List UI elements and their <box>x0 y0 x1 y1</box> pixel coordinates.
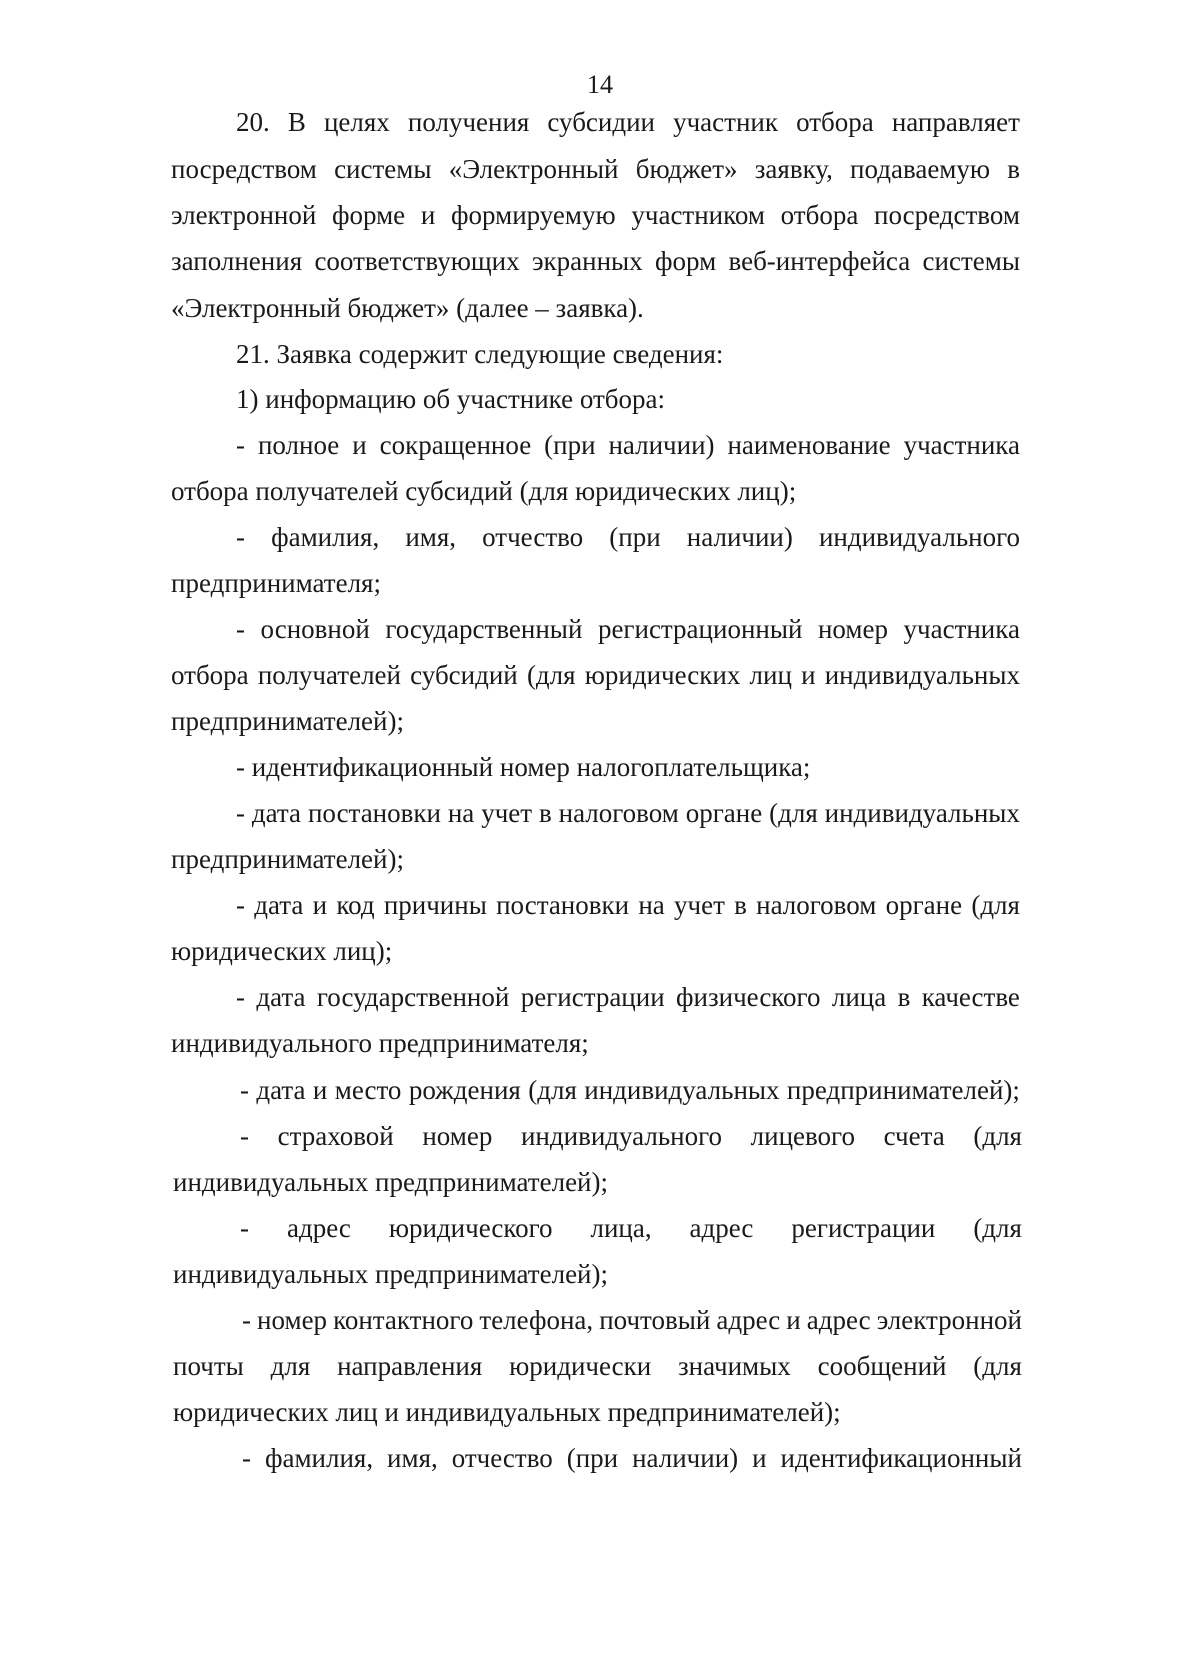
word: постановки <box>496 890 630 920</box>
word: фамилия, <box>271 522 380 552</box>
word: номер <box>817 614 888 644</box>
text-line <box>242 1303 1022 1337</box>
word: юридически <box>509 1351 652 1381</box>
word: целях <box>323 107 390 137</box>
text-line <box>171 152 1020 186</box>
word: наличии) <box>632 1443 739 1473</box>
word: государственный <box>385 614 583 644</box>
word: наличии) <box>686 522 793 552</box>
word: государственной <box>316 982 510 1012</box>
text-line <box>171 658 1020 692</box>
word: «Электронный <box>448 154 619 184</box>
word: посредством <box>171 154 317 184</box>
word: предпринимателей); <box>786 1075 1020 1105</box>
word: - <box>236 890 245 920</box>
word: - <box>242 1443 251 1473</box>
word: участником <box>631 200 765 230</box>
word: - <box>236 522 245 552</box>
word: формируемую <box>451 200 616 230</box>
word: отбора <box>796 107 874 137</box>
text-line <box>240 1119 1022 1153</box>
word: адрес <box>806 1305 871 1335</box>
word: (для <box>973 1121 1022 1151</box>
word: основной <box>260 614 370 644</box>
word: экранных <box>531 246 643 276</box>
word: заявку, <box>754 154 833 184</box>
text-line: 1) информацию об участнике отбора: <box>236 384 666 414</box>
word: идентификационный <box>780 1443 1022 1473</box>
text-line <box>236 888 1020 922</box>
word: - <box>240 1121 249 1151</box>
text-line: индивидуального предпринимателя; <box>171 1028 589 1058</box>
word: фамилия, <box>264 1443 374 1473</box>
word: - <box>236 430 245 460</box>
word: и <box>752 1443 767 1473</box>
word: (для <box>973 1213 1022 1243</box>
word: и <box>352 430 367 460</box>
word: причины <box>383 890 487 920</box>
word: учет <box>481 798 533 828</box>
word: учет <box>674 890 725 920</box>
text-line <box>240 1073 1020 1107</box>
word: индивидуальных <box>824 660 1020 690</box>
page-number: 14 <box>587 70 613 99</box>
word: (для <box>971 890 1020 920</box>
word: в <box>734 890 747 920</box>
text-line: предпринимателей); <box>171 844 404 874</box>
word: адрес <box>716 1305 781 1335</box>
word: в <box>1007 154 1020 184</box>
word: лица, <box>590 1213 652 1243</box>
text-line: предпринимателя; <box>171 568 381 598</box>
text-line: юридических лиц); <box>171 936 393 966</box>
word: лица <box>831 982 887 1012</box>
word: имя, <box>405 522 457 552</box>
word: сокращенное <box>379 430 532 460</box>
text-line <box>242 1441 1022 1475</box>
text-line <box>236 428 1020 462</box>
word: и <box>312 1075 328 1105</box>
text-line: отбора получателей субсидий (для юридических лиц); <box>171 476 797 506</box>
word: регистрации <box>520 982 665 1012</box>
word: подаваемую <box>850 154 991 184</box>
word: дата <box>256 982 306 1012</box>
text-line <box>171 198 1020 232</box>
word: (при <box>609 522 661 552</box>
word: участника <box>903 614 1020 644</box>
text-line <box>171 244 1020 278</box>
word: форм <box>655 246 717 276</box>
word: имя, <box>387 1443 438 1473</box>
word: направляет <box>891 107 1020 137</box>
word: (для <box>528 1075 577 1105</box>
word: веб-интерфейса <box>728 246 911 276</box>
word: индивидуального <box>520 1121 723 1151</box>
text-line: «Электронный бюджет» (далее – заявка). <box>171 293 644 323</box>
word: (при <box>566 1443 619 1473</box>
word: электронной <box>876 1305 1022 1335</box>
word: - <box>240 1075 249 1105</box>
word: заполнения <box>171 246 303 276</box>
word: получателей <box>257 660 401 690</box>
word: - <box>240 1213 249 1243</box>
word: получения <box>407 107 530 137</box>
text-line: - идентификационный номер налогоплательщика; <box>236 752 811 782</box>
word: наименование <box>727 430 891 460</box>
word: дата <box>251 798 302 828</box>
word: налоговом <box>558 798 679 828</box>
text-line <box>240 1211 1022 1245</box>
word: - <box>236 798 245 828</box>
text-line <box>236 105 1020 139</box>
word: регистрационный <box>597 614 803 644</box>
word: полное <box>257 430 340 460</box>
word: качестве <box>921 982 1020 1012</box>
text-line: индивидуальных предпринимателей); <box>173 1167 608 1197</box>
word: адрес <box>689 1213 754 1243</box>
word: рождения <box>408 1075 521 1105</box>
word: наличии) <box>608 430 715 460</box>
text-line: предпринимателей); <box>171 706 404 736</box>
word: и <box>786 1305 801 1335</box>
word: адрес <box>286 1213 351 1243</box>
word: и <box>801 660 816 690</box>
word: (для <box>526 660 576 690</box>
word: страховой <box>277 1121 394 1151</box>
word: контактного <box>333 1305 474 1335</box>
word: лицевого <box>750 1121 855 1151</box>
word: бюджет» <box>635 154 738 184</box>
word: (при <box>544 430 596 460</box>
word: физического <box>676 982 821 1012</box>
word: отчество <box>482 522 584 552</box>
word: сообщений <box>817 1351 947 1381</box>
word: системы <box>922 246 1020 276</box>
word: (для <box>973 1351 1022 1381</box>
word: электронной <box>171 200 317 230</box>
text-line <box>173 1349 1022 1383</box>
word: дата <box>256 1075 306 1105</box>
word: в <box>538 798 552 828</box>
word: соответствующих <box>314 246 520 276</box>
word: - <box>236 614 245 644</box>
word: для <box>270 1351 311 1381</box>
word: счета <box>883 1121 945 1151</box>
word: значимых <box>678 1351 791 1381</box>
text-line: 21. Заявка содержит следующие сведения: <box>236 339 724 369</box>
word: В <box>287 107 306 137</box>
word: органе <box>885 890 963 920</box>
text-line <box>236 980 1020 1014</box>
text-line: юридических лиц и индивидуальных предпринимателей); <box>173 1397 841 1427</box>
word: постановки <box>307 798 441 828</box>
word: системы <box>334 154 432 184</box>
word: субсидии <box>547 107 655 137</box>
word: место <box>334 1075 402 1105</box>
word: на <box>638 890 665 920</box>
word: участник <box>673 107 778 137</box>
word: номер <box>257 1305 328 1335</box>
word: номер <box>422 1121 493 1151</box>
word: юридического <box>388 1213 553 1243</box>
word: индивидуальных <box>824 798 1020 828</box>
word: индивидуальных <box>584 1075 780 1105</box>
word: отбора <box>780 200 859 230</box>
word: код <box>336 890 375 920</box>
word: почты <box>173 1351 244 1381</box>
word: субсидий <box>410 660 518 690</box>
word: телефона, <box>479 1305 594 1335</box>
text-line <box>236 796 1020 830</box>
word: и <box>420 200 436 230</box>
word: отчество <box>451 1443 553 1473</box>
word: юридических <box>584 660 741 690</box>
word: (для <box>769 798 818 828</box>
word: - <box>242 1305 251 1335</box>
word: налоговом <box>756 890 877 920</box>
text-line: индивидуальных предпринимателей); <box>173 1259 608 1289</box>
word: почтовый <box>599 1305 711 1335</box>
text-line <box>236 520 1020 554</box>
word: - <box>236 982 245 1012</box>
word: и <box>312 890 328 920</box>
word: регистрации <box>791 1213 936 1243</box>
word: в <box>897 982 911 1012</box>
word: 20. <box>236 107 270 137</box>
word: на <box>447 798 475 828</box>
word: посредством <box>874 200 1020 230</box>
word: отбора <box>171 660 249 690</box>
word: индивидуального <box>818 522 1020 552</box>
word: форме <box>332 200 406 230</box>
word: участника <box>903 430 1020 460</box>
word: лиц <box>749 660 792 690</box>
word: направления <box>337 1351 483 1381</box>
text-line <box>236 612 1020 646</box>
word: дата <box>254 890 304 920</box>
word: органе <box>685 798 763 828</box>
